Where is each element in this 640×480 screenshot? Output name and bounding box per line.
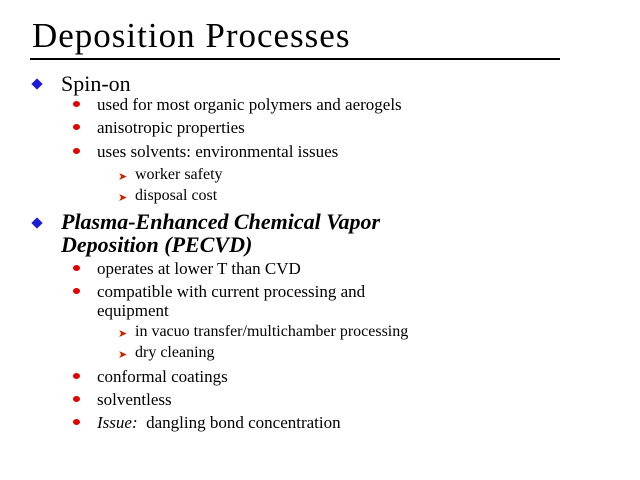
- dot-bullet-icon: [73, 124, 80, 130]
- list-item: compatible with current processing and: [97, 282, 366, 301]
- sub-list-item: disposal cost: [135, 187, 218, 204]
- dot-bullet-icon: [73, 101, 80, 107]
- section-heading-spin-on: Spin-on: [61, 71, 131, 96]
- section-heading-pecvd-line2: Deposition (PECVD): [61, 232, 253, 257]
- sub-list-item: in vacuo transfer/multichamber processing: [135, 323, 409, 340]
- dot-bullet-icon: [73, 396, 80, 402]
- diamond-bullet-icon: [31, 217, 42, 228]
- arrow-bullet-icon: ➤: [118, 327, 128, 340]
- arrow-bullet-icon: ➤: [118, 191, 128, 204]
- list-item: solventless: [97, 390, 172, 409]
- sub-list-item: worker safety: [135, 166, 223, 183]
- arrow-bullet-icon: ➤: [118, 170, 128, 183]
- sub-list-item: dry cleaning: [135, 344, 215, 361]
- dot-bullet-icon: [73, 265, 80, 271]
- list-item: conformal coatings: [97, 367, 228, 386]
- dot-bullet-icon: [73, 373, 80, 379]
- diamond-bullet-icon: [31, 78, 42, 89]
- dot-bullet-icon: [73, 419, 80, 425]
- issue-text: dangling bond concentration: [137, 413, 341, 432]
- list-item: uses solvents: environmental issues: [97, 142, 339, 161]
- dot-bullet-icon: [73, 148, 80, 154]
- dot-bullet-icon: [73, 288, 80, 294]
- list-item: used for most organic polymers and aerogels: [97, 95, 402, 114]
- slide-title: Deposition Processes: [32, 16, 351, 55]
- list-item-continuation: equipment: [97, 301, 169, 320]
- section-heading-pecvd-line1: Plasma-Enhanced Chemical Vapor: [61, 209, 381, 234]
- title-underline: [30, 58, 560, 60]
- list-item: [97, 413, 341, 433]
- issue-label: Issue:: [97, 413, 138, 432]
- arrow-bullet-icon: ➤: [118, 348, 128, 361]
- list-item: operates at lower T than CVD: [97, 259, 301, 278]
- list-item: anisotropic properties: [97, 118, 245, 137]
